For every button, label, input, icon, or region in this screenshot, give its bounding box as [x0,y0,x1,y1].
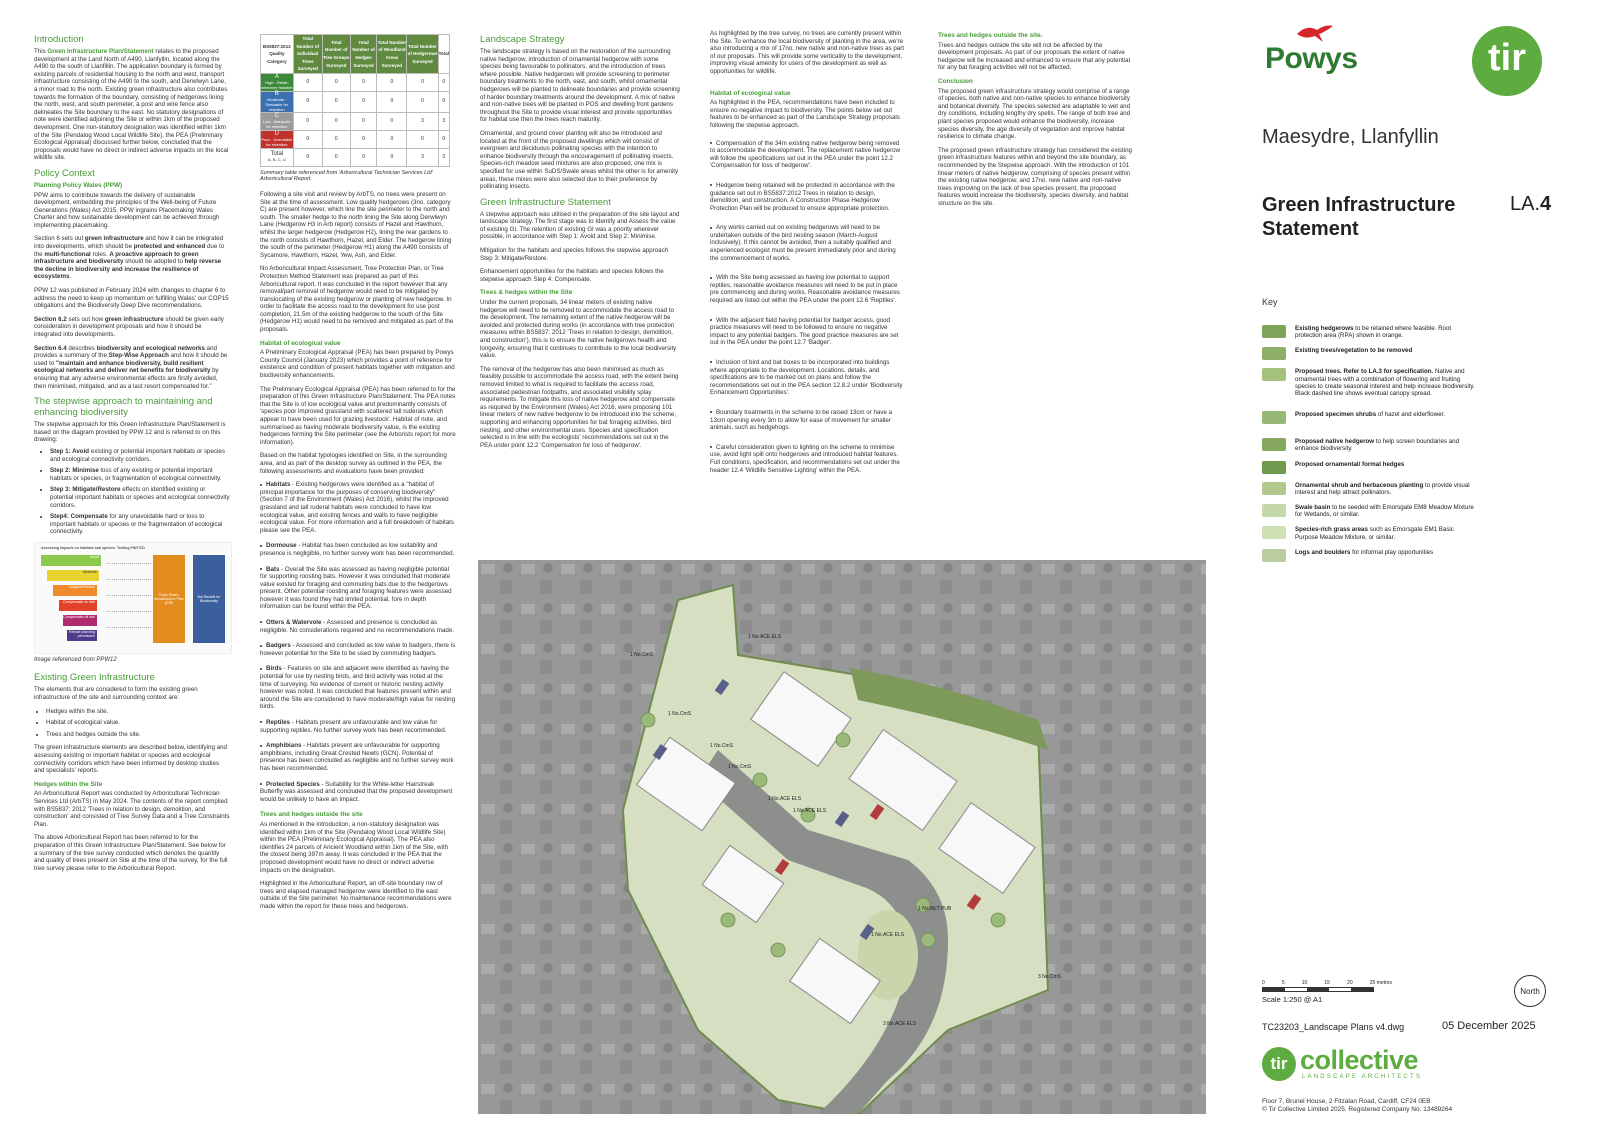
trees-outside-heading: Trees and hedges outside the site [260,811,363,819]
scale-tick: 10 [1301,980,1308,986]
north-arrow [1514,975,1546,1007]
list-item: Badgers - Assessed and concluded as low value to badgers, there is however potential for the Site to be used by commuting badgers. [260,642,456,657]
list-item: Amphibians - Habitats present are unfavourable for supporting amphibians, including Great Crested Newts (GCN). Potential of presence has been concluded as negligible and no further survey work has been recommended. [260,742,454,772]
table-cell: 0 [438,91,449,112]
key-swatch [1262,526,1286,539]
list-item: • Step 1: Avoid existing or potential important habitats or species and ecological connectivity corridors. [50,448,230,463]
stepwise-diagram [34,542,232,654]
diagram-box-gip: Early Green Infrastructure Plan (GIP) [153,555,185,643]
habitat-paragraph-2: The Preliminary Ecological Appraisal (PEA) has been referred to for the preparation of this Green Infrastructure Plan/Statement. The PEA notes that the Site is of low ecological value and predominantly consists of 'species poor improved grassland with scattered tall ruderals which appear to have been used for grazing livestock'. Habitat of note, and summarised as having moderate biodiversity value, is the existing hedgerows forming the Site perimeter (see the Arborists report for more information). [260,385,456,446]
list-item: Reptiles - Habitats present are unfavourable and low value for supporting reptiles. No further survey work has been recommended. [260,719,447,734]
table-cell: 0 [438,130,449,148]
key-item [1262,549,1477,562]
key-swatch [1262,482,1286,495]
drawing-title: Green Infrastructure Statement [1262,194,1456,240]
table-cell: 0 [407,91,438,112]
gi-paragraph-3: Enhancement opportunities for the habitats and species follows the stepwise approach Step 4: Compensate. [480,268,664,283]
habitat-paragraph-3: Based on the habitat typologies identified on Site, in the surrounding area, and as part of the desktop survey as outlined in the PEA, the following assessments and evaluations have been provided: [260,452,447,475]
tir-collective-logo [1262,1047,1432,1083]
existing-gi-list [34,708,230,739]
column-2 [260,34,456,916]
key-item [1262,461,1477,474]
plan-label: 1 No.ACE ELS [748,634,782,640]
key-text: Logs and boulders for informal play opportunities [1295,548,1434,556]
steps-list [38,448,230,536]
key-swatch [1262,368,1286,381]
table-row [261,148,450,166]
diagram-subtitle: Testing PINT/CD [117,545,145,550]
address: Floor 7, Brunel House, 2 Fitzalan Road, Cardiff, CF24 0EB © Tir Collective Limited 2025. Registered Company No. 13489264 [1262,1098,1453,1113]
key-text: Swale basin to be seeded with Emorsgate EM8 Meadow Mixture for Wetlands, or similar. [1295,504,1474,519]
key-swatch [1262,411,1286,424]
table-cell: 3 [407,148,438,166]
list-item: Dormouse - Habitat has been concluded as low suitability and presence is negligible, no further survey work has been recommended. [260,542,455,557]
diagram-title: Assessing impacts on habitats and species [41,545,116,550]
key-swatch [1262,549,1286,562]
table-row [261,130,450,148]
list-item: Birds - Features on site and adjacent were identified as having the potential for use by nesting birds, and bird activity was noted at the time of surveying. No evidence of current or historic nesting activity however was noted. It was concluded that features present within and around the Site are considered to have moderate/high value for nesting birds. [260,665,456,711]
list-item: • Step 2: Minimise loss of any existing or potential important habitats or species, or fragmentation of ecological connectivity. [50,467,230,482]
dwg-filename: TC23203_Landscape Plans v4.dwg [1262,1022,1405,1032]
key-text: Existing hedgerows to be retained where feasible. Root protection area (RPA) shown in orange. [1295,325,1452,340]
gi-paragraph-2: Mitigation for the habitats and species follows the stepwise approach Step 3: Mitigate/Restore. [480,247,669,262]
col2-paragraph-2: No Arboricultural Impact Assessment, Tree Protection Plan, or Tree Protection Method Statement was prepared as part of this Arboricultural report. It was concluded in the report however that any removal/part removal of hedgerow would need to be mitigated by translocating of the existing hedgerow or planting of new hedgerow. In order to facilitate the access road to the development for use post completion, 21.5m of the existing hedgerow to the south of the Site (Hedgerow H1) would need to be removed and mitigated as part of the proposals. [260,265,454,334]
funnel-avoid: Avoid [41,555,101,566]
scale-tick: 15 [1324,980,1330,986]
plan-label: 1 No.BET PUB [918,906,952,912]
plan-label: 1 No.CmS [728,764,752,770]
hedges-heading: Hedges within the Site [34,780,103,788]
scale-tick: 0 [1262,980,1265,986]
table-cell: 0 [293,73,322,91]
stepwise-heading: The stepwise approach to maintaining and enhancing biodiversity [34,396,213,419]
column-3 [480,30,680,455]
drawing-date: 05 December 2025 [1442,1020,1536,1032]
table-cell: 0 [350,130,377,148]
table-row [261,112,450,130]
list-item: Careful consideration given to lighting on the scheme to minimise use, avoid light spill onto hedgerows and introduced habitat features. Full conditions, specification, and recommendations set out under the header 12.4 'Wildlife Sensitive Lighting' within the PEA. [710,443,900,474]
habitat-heading: Habitat of ecological value [260,339,341,347]
category-cell: Total A, B, C, U [261,148,294,166]
table-cell: 0 [322,73,350,91]
category-cell: C Low - Adequate for retention [261,112,294,130]
table-cell: 0 [407,130,438,148]
landscape-strategy-heading: Landscape Strategy [480,34,565,45]
key-swatch [1262,325,1286,338]
section62-paragraph: Section 6.2 sets out how green infrastructure should be given early consideration in development proposals and how it should be integrated into developments. [34,315,224,338]
plan-label: 1 No.ACE ELS [871,932,905,938]
list-item: • Habitat of ecological value. [46,719,230,727]
section6-paragraph: Section 6 sets out green infrastructure and how it can be integrated into developments, which should be protected and enhanced due to the multi-functional roles. A proactive approach to green infrastructure and biodiversity should be adopted to help reverse the decline in biodiversity and increase the resilience of ecosystems. [34,235,225,281]
scale-tick: 25 metres [1369,980,1392,986]
trees-outside-paragraph-2: Highlighted in the Arboricultural Report, an off-site boundary row of trees and elapsed managed hedgerow were identified to the east outside of the Site perimeter. No maintenance recommendations were made within the report for these trees and hedgerows. [260,880,452,910]
trees-hedges-paragraph-1: Under the current proposals, 34 linear meters of existing native hedgerow will need to be removed to accommodate the access road to the development. The remaining extent of the native hedgerow will be avoided and protected during works (in accordance with tree protection measures within BS5837: 2012 'Trees in relation to design, demolition, and construction'), this is to ensure the native hedgerows health and longevity, ensuring that it continues to contribute to the local biodiversity value. [480,299,677,360]
existing-gi-heading: Existing Green Infrastructure [34,672,155,684]
col4-list [710,140,906,475]
gi-statement-heading: Green Infrastructure Statement [480,196,611,208]
key-item [1262,526,1477,540]
key-item [1262,504,1477,518]
list-item: Boundary treatments in the scheme to be raised 13cm or have a 13cm opening every 3m to allow for ease of movement for smaller animals, such as hedgehogs. [710,408,893,432]
title-panel [1262,0,1582,1131]
table-header: Total Number of Tree Groups Surveyed [322,35,350,74]
table-cell: 0 [293,91,322,112]
key-item [1262,438,1477,452]
trees-hedges-heading: Trees & hedges within the Site [480,289,573,297]
column-5 [938,30,1134,213]
plan-label: 3 No.CmS [1038,974,1062,980]
table-row [261,91,450,112]
col4-paragraph-1: As highlighted by the tree survey, no trees are currently present within the Site. To enhance the local biodiversity of planting in the area, we're also introducing a mix of 17no. new native and non-native trees as part of our proposals. This will provide some verticality to the development, improving visual amenity for users of the development as well as opportunities for wildlife. [710,30,904,75]
table-header: Total Number of Hedges Surveyed [350,35,377,74]
list-item: • Trees and hedges outside the site. [46,731,230,739]
col2-paragraph-1: Following a site visit and review by ArbTS, no trees were present on Site at the time of assessment. Low quality hedgerows (3no. category C) are present however, which line the site perimeter to the north and south. The smaller hedge to the north lining the Site along Derwlwyn Lane (Hedgerow H3 in Arb report) consists of Hazel and Hawthorn, whilst the larger hedgerow (Hedgerow H2), lining the rear gardens to the north consists of Hawthorn, Hazel, and Elder. The hedgerow lining the south of the perimeter (Hedgerow H1) along the A490 consists of Sycamore, Hawthorn, Hazel, Yew, Ash, and Elder. [260,190,452,259]
key-item [1262,368,1477,397]
site-plan [478,560,1206,1114]
kite-icon [1295,22,1335,44]
intro-heading: Introduction [34,34,84,45]
table-header: Total Number of Individual Trees Surveyed [293,35,322,74]
table-cell: 0 [293,130,322,148]
key-text: Proposed ornamental/ formal hedges [1295,460,1405,468]
habitat-list [260,481,456,803]
plan-label: 1 No.ACE ELS [793,808,827,814]
gi-paragraph-1: A stepwise approach was utilised in the preparation of the site layout and landscape strategy. The first stage was to Identify and Assess the value of existing GI. The retention of existing GI was a priority wherever possible, in accordance with Step 1: Avoid and Step 2: Minimise. [480,210,680,241]
table-header: BS5837:2012 Quality Category [261,35,294,74]
table-cell: 0 [322,148,350,166]
list-item: Protected Species - Suitability for the White-letter Hairstreak Butterfly was assessed and concluded that the proposed development would be unlikely to have an impact. [260,780,453,803]
key-swatch [1262,461,1286,474]
table-cell: 0 [322,130,350,148]
diagram-box-net-benefit: Net Benefit for Biodiversity [193,555,225,643]
key-list [1262,325,1477,570]
list-item: Compensation of the 34m existing native hedgerow being removed to accommodate the development. The replacement native hedgerow will follow the specifications set out in the PEA under the point 12.2 'Compensation for loss of hedgerow'. [710,139,901,170]
ppw-paragraph: PPW aims to contribute towards the delivery of sustainable development, embedding the principles of the Well-being of Future Generations (Wales) Act 2015. PPW ingrains Placemaking Wales Charter and how sustainable development can be achieved through implementing placemaking. [34,191,220,229]
list-item: Any works carried out on existing hedgerows will need to be undertaken outside of the bird nesting season (March-August inclusively). If this cannot be avoided, then a suitably qualified and experienced ecologist must be present immediately prior and during the commencement of works. [710,224,896,262]
column-4 [710,30,906,486]
table-cell: 0 [293,148,322,166]
list-item: • Step 3: Mitigate/Restore effects on identified existing or potential important habitats or species and ecological connectivity corridors. [50,486,230,509]
key-text: Species-rich grass areas such as Emorsgate EM1 Basic Purpose Meadow Mixture, or similar. [1295,526,1454,541]
funnel-compensate-on: Compensate on site [59,600,97,611]
key-text: Existing trees/vegetation to be removed [1295,347,1413,355]
list-item: Hedgerow being retained will be protected in accordance with the guidance set out in BS5837:2012 Trees in relation to design, demolition, and construction. A Construction Phase Hedgerow Protection Plan will be produced to ensure appropriate protection. [710,181,895,212]
existing-gi-paragraph-2: The green infrastructure elements are described below, identifying and assessing existing or important habitat or species and ecological connectivity corridors which have been informed by desktop studies and specialists' reports. [34,744,227,775]
conclusion-paragraph-1: The proposed green infrastructure strategy would comprise of a range of species, both native and non-native species to enhance biodiversity and botanical diversity. The species selected are adaptable to wet and dry conditions, including lengthy dry spells. The range of both tree and plant species proposed would enhance the biodiversity, increase species diversity, the age diversity of vegetation and improve habitat resilience to climate change. [938,87,1131,141]
table-cell: 0 [377,148,407,166]
key-item [1262,482,1477,496]
north-label: North [1520,986,1540,996]
landscape-architects: LANDSCAPE ARCHITECTS [1302,1074,1423,1080]
category-cell: A High - Retain wherever feasible [261,73,293,90]
plan-label: 3 No.ACE ELS [883,1021,917,1027]
key-text: Proposed specimen shrubs of hazel and elderflower. [1295,411,1445,419]
key-text: Proposed native hedgerow to help screen boundaries and enhance biodiversity. [1295,438,1460,453]
category-cell: U Poor - Unsuitable for retention [261,130,293,147]
list-item: • Step4: Compensate for any unavoidable hard or loss to important habitats or species or the fragmentation of ecological connectivity. [50,513,230,536]
table-cell: 3 [438,112,449,130]
table-cell: 0 [377,73,407,91]
drawing-number: LA.4 [1510,193,1552,215]
table-cell: 3 [407,112,438,130]
list-item: Inclusion of bird and bat boxes to be incorporated into buildings where appropriate to the development. Locations, details, and specifications are to be marked out on plans and follow the recommendations set out in the PEA section 12.8.2 under 'Biodiversity Enhancement Opportunities'. [710,359,903,397]
section64-paragraph: Section 6.4 describes biodiversity and ecological networks and provides a summary of the Step-Wise Approach and how it should be used to "maintain and enhance biodiversity, build resilient ecological networks and deliver net benefits for biodiversity by ensuring that any adverse environmental effects are firstly avoided, then minimised, mitigated, and as a last resort compensated for." [34,344,228,390]
project-name: Maesydre, Llanfyllin [1262,126,1439,148]
table-header: Total Number of Hedgerows Surveyed [407,35,438,74]
table-cell: 0 [438,73,449,91]
tir-small-badge: tir [1262,1047,1296,1081]
scale-tick: 20 [1347,980,1353,986]
trees-hedges-paragraph-2: The removal of the hedgerow has also been minimised as much as feasibly possible to accommodate the access road, with the extent being removed limited to what is required to facilitate the access road, associated pedestrian footpaths, and associated visibility splay requirements. To mitigate this loss of native hedgerow and compensate as required by the Environment (Wales) Act 2016, were proposing 101 linear meters of new native hedgerow to be introduced into the scheme, supporting and enhancing opportunities for bat foraging activities, bird nesting, and other environmental uses. Species and specification selected is in line with the ecologists' recommendations set out in the PEA under point 12.2 'Compensation for loss of hedgerow'. [480,365,679,449]
funnel-refuse: Refuse planning permission [67,630,97,641]
column-1 [34,30,230,878]
key-text: Ornamental shrub and herbaceous planting to provide visual interest and help attract pollinators. [1295,481,1470,496]
hedges-paragraph-2: The above Arboricultural Report has been referred to for the preparation of this Green Infrastructure Plan/Statement. See below for a summary of the tree survey conducted which denotes the quantity and quality of trees present on Site at the time of the survey, for the full tree survey please refer to the Arboricultural Report. [34,834,228,872]
table-header: Total Number of Woodland Areas Surveyed [377,35,407,74]
trees-outside-paragraph-1: As mentioned in the introduction, a non-statutory designation was identified within 1km of the Site (Pendalog Wood Local Wildlife Site) within the PEA (Preliminary Ecological Appraisal). The PEA also identifies 24 parcels of Ancient Woodland within 1km of the Site, with the closest being 397m away. It was concluded in the PEA that the proposed development would have no direct or indirect adverse impacts on the designation. [260,820,449,874]
plan-label: 1 No.CmS [668,711,692,717]
category-cell: B Moderate - Desirable for retention [261,91,294,112]
scale-bar [1262,980,1392,1004]
table-cell: 0 [350,148,377,166]
funnel-compensate-off: Compensate off site [63,615,97,626]
table-cell: 3 [438,148,449,166]
conclusion-heading: Conclusion [938,77,973,85]
funnel-minimise: Minimise [47,570,99,581]
hedges-paragraph: An Arboricultural Report was conducted by Arboricultural Technician Services Ltd (ArbTS) in May 2024. The contents of the report complied with BS5837: 2012 'Trees in relation to design, demolition, and construction' and consisted of Tree Survey Data and a Tree Constraints Plan. [34,790,230,828]
key-swatch [1262,347,1286,360]
ppw-heading: Planning Policy Wales (PPW) [34,181,123,189]
table-cell: 0 [350,112,377,130]
funnel-mitigate: Mitigate/Restore [53,585,97,596]
key-heading: Key [1262,297,1278,307]
plan-label: 1 No.ACE ELS [768,796,802,802]
table-cell: 0 [377,91,407,112]
key-text: Proposed trees. Refer to LA.3 for specification. Native and ornamental trees with a combination of flowering and fruiting species to create seasonal interest and help increase biodiversity. Black dashed line shows eventual canopy spread. [1295,368,1475,398]
table-cell: 0 [350,73,377,91]
powys-logo [1265,20,1365,80]
plan-label: 1 No.CmS [710,743,734,749]
table-cell: 0 [377,112,407,130]
col5-trees-heading: Trees and hedges outside the site. [938,32,1043,39]
key-item [1262,347,1477,360]
col4-habitat-paragraph: As highlighted in the PEA, recommendations have been included to ensure no negative impact to biodiversity. The points below set out features to be enhanced as part of the Landscape Strategy proposals following the stepwise approach. [710,99,900,129]
policy-heading: Policy Context [34,167,95,179]
key-swatch [1262,504,1286,517]
table-row [261,73,450,91]
tir-logo [1472,26,1542,96]
collective-wordmark: collective [1300,1045,1419,1075]
table-cell: 0 [293,112,322,130]
table-cell: 0 [407,73,438,91]
intro-paragraph: This Green Infrastructure Plan/Statement relates to the proposed development at the Land North of A490, Llanfyllin, located along the A490 to the south of Llanfillin. The application boundary is formed by existing parcels of residential housing to the north and west, transport infrastructure consisting of the A490 to the south, and Derwlwyn Lane, a minor road to the north. Existing green infrastructure also contributes towards the formation of the boundary, consisting of hedgerows lining the north, west, and south perimeter, a post and wire fence also delineates the Site boundary to the east. No statutory designations of note were identified adjoining the Site or within 1km of the proposed development. One non-statutory designation was identified within 1km of the Site (Pendalog Wood Local Wildlife Site), the PEA (Preliminary Ecological Appraisal) discussed further below, concluded that the proposals would have no direct or indirect adverse impacts on the local wildlife site. [34,48,229,162]
existing-gi-paragraph: The elements that are considered to form the existing green infrastructure of the site and surrounding context are: [34,686,198,702]
table-cell: 0 [322,112,350,130]
landscape-paragraph-2: Ornamental, and ground cover planting will also be introduced and located at the front of the proposed dwellings which will consist of evergreen and deciduous pollinating species with the intention to enhance biodiversity through the encouragement of pollinating insects. Species-rich meadow seed mixtures are also proposed, one mix is specified for use within SuDS/Swale areas whilst the other is for amenity areas, these mixes were also selected due to their preference by pollinating insects. [480,129,679,191]
table-caption: Summary table referenced from 'Arboricultural Technician Services Ltd' Arboricultural Report. [260,169,433,183]
table-cell: 0 [377,130,407,148]
table-cell: 0 [350,91,377,112]
landscape-paragraph-1: The landscape strategy is based on the restoration of the surrounding native hedgerow, introduction of ornamental hedgerow with some species being favourable to pollinators, and the introduction of trees where possible. Native hedgerows will provide screening to perimeter boundary treatments to the north, east, and south, whilst ornamental hedgerows will be planted to delineate boundaries and provide screening of harder boundary treatments around the development. A mix of native and non-native trees will be planted in POS and dwelling front gardens throughout the Site to provide visual interest and provide opportunities for habitat use then the trees reach maturity. [480,48,680,124]
key-item [1262,411,1477,424]
list-item: Bats - Overall the Site was assessed as having negligible potential for supporting roosting bats. However it was concluded that moderate value existed for foraging and commuting bats due to the hedgerows present. Other potential roosting and foraging features were assessed however it was found they had limited potential, fore in depth information can be found within the PEA. [260,565,452,611]
powys-wordmark: Powys [1265,42,1358,75]
scale-tick: 5 [1281,980,1285,986]
table-header: Total [438,35,449,74]
ppw12-paragraph: PPW 12 was published in February 2024 with changes to chapter 6 to address the need to keep up momentum on fulfilling Wales' our COP15 obligations and the Biodiversity Deep Dive recommendations. [34,287,229,310]
table-cell: 0 [322,91,350,112]
image-caption: Image referenced from PPW12 [34,656,117,663]
list-item: With the Site being assessed as having low potential to support reptiles, reasonable avoidance measures will need to be put in place pre commencing and during works. Reasonable avoidance measures required are listed out within the PEA under the point 12.6 'Reptiles'. [710,274,900,305]
stepwise-paragraph: The stepwise approach for this Green Infrastructure Plan/Statement is based on the diagram provided by PPW 12 and is referred to on this drawing: [34,421,226,444]
col5-trees-paragraph: Trees and hedges outside the site will not be affected by the development proposals. As part of our proposals the extent of native hedgerow will be increased and enhanced to ensure that any potential for any bat foraging activities will not be affected. [938,41,1130,72]
list-item: Habitats - Existing hedgerows were identified as a "habitat of principal importance for the purposes of conserving biodiversity" (Section 7 of the Environment (Wales) Act 2016), whilst the improved grassland and tall ruderal habitats were concluded to have low ecological value, and existing fences and walls to have negligible ecological value. For more information and a full breakdown of habitats please see the PEA. [260,481,454,534]
plan-label: 1 No.CmS [630,652,654,658]
conclusion-paragraph-2: The proposed green infrastructure strategy has considered the existing green infrastructure features within and beyond the site boundary, as recommended by the Stepwise approach. With the introduction of 101 linear meters of native hedgerow, comprising of species present within the existing native hedgerow, and 17no. new native and non-native trees improving on the lack of tree species present, the proposed features would increase the biodiversity, species diversity, and habitat structure on the site. [938,146,1132,207]
scale-text: Scale 1:250 @ A1 [1262,995,1323,1004]
site-plan-drawing [478,560,1206,1114]
tree-survey-table [260,34,450,167]
tir-wordmark: tir [1488,36,1526,79]
habitat-paragraph-1: A Preliminary Ecological Appraisal (PEA) has been prepared by Powys County Council (January 2023) which provides a point of reference for existence and condition of present habitats together with mitigation and biodiversity enhancements. [260,349,455,380]
key-item [1262,325,1477,339]
key-swatch [1262,438,1286,451]
list-item: • Hedges within the site. [46,708,230,716]
list-item: Otters & Watervole - Assessed and presence is concluded as negligible. No considerations required and no recommendations made. [260,619,454,634]
col4-habitat-heading: Habitat of ecological value [710,89,791,97]
list-item: With the adjacent field having potential for badger access, good practice measures will need to be followed to ensure no negative impact to any potential badgers. The good practice measures are set out in the PEA under the point 12.7 'Badger'. [710,316,899,347]
